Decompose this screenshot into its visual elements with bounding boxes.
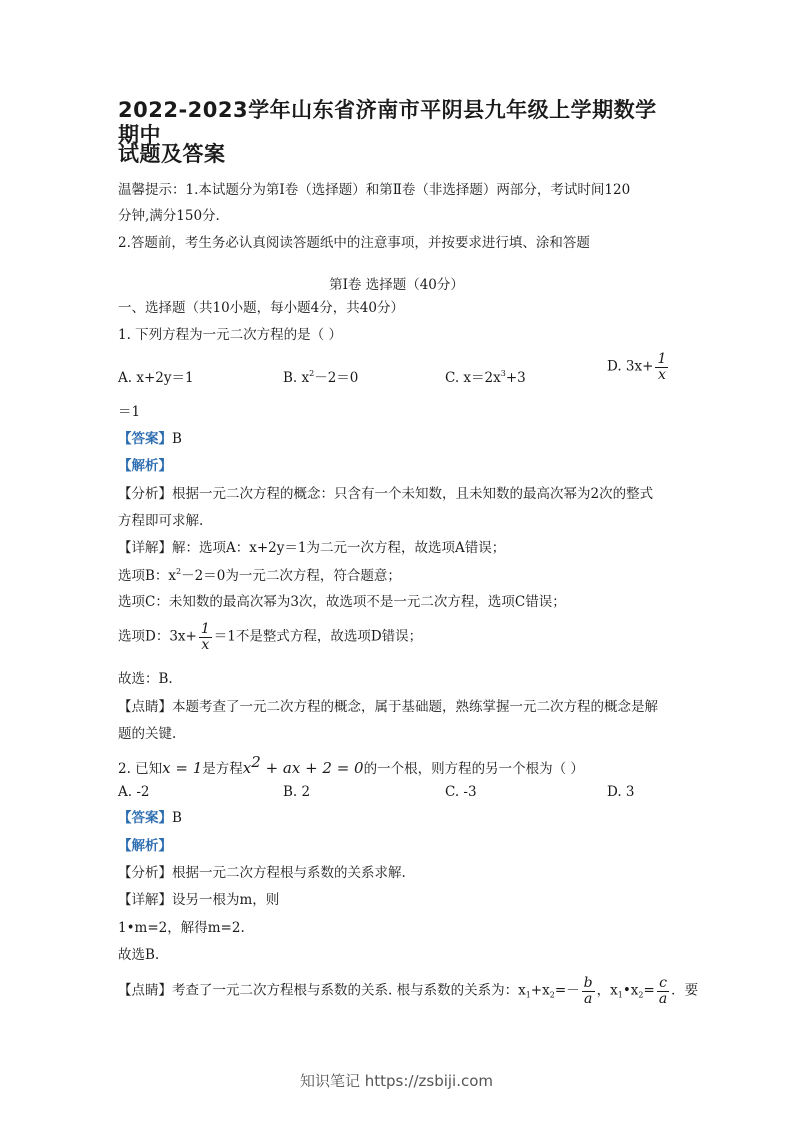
q1-option-b: B. $x^2-2=0$ (283, 369, 359, 386)
q2-comment: 【点睛】考查了一元二次方程根与系数的关系. 根与系数的关系为：$x_1+x_2=-$ $\frac{b}{a}$ ，$x_1•x_2=$ $\frac{c}{a}$ ．要 (118, 975, 699, 1007)
q1-option-a: A. x+2y＝1 (118, 370, 194, 386)
fraction: $\frac{1}{x}$ (657, 351, 667, 383)
fraction: $\frac{b}{a}$ (583, 975, 593, 1007)
q2-answer: 【答案】B (118, 810, 182, 826)
q1-detail-b: 选项B：$x^2-2=0$为一元二次方程，符合题意； (118, 567, 401, 584)
q2-option-d: D. 3 (607, 784, 635, 800)
q1-choose: 故选：B. (118, 671, 173, 687)
q2-stem: 2. 已知x = 1是方程$x^2$ + ax + 2 = 0的一个根，则方程的另一个根为（ ） (118, 753, 584, 777)
q1-analysis-tag: 【解析】 (118, 458, 172, 474)
q2-fenxi: 【分析】根据一元二次方程根与系数的关系求解. (118, 865, 406, 881)
tips-line1: 温馨提示：1.本试题分为第Ⅰ卷（选择题）和第Ⅱ卷（非选择题）两部分，考试时间120 (118, 182, 631, 198)
q1-option-d: D. 3x+ $\frac{1}{x}$ (607, 351, 667, 383)
page-title-line2: 试题及答案 (118, 142, 226, 166)
q1-option-d-cont: ＝1 (118, 404, 141, 420)
footer-watermark: 知识笔记 https://zsbiji.com (299, 1072, 494, 1090)
fraction: $\frac{c}{a}$ (658, 975, 668, 1007)
q1-detail-line1: 【详解】解：选项A：x+2y＝1为二元一次方程，故选项A错误； (118, 540, 506, 556)
q1-fenxi-line1: 【分析】根据一元二次方程的概念：只含有一个未知数，且未知数的最高次幂为2次的整式 (118, 486, 654, 502)
q2-analysis-tag: 【解析】 (118, 838, 172, 854)
tips-line3: 2.答题前，考生务必认真阅读答题纸中的注意事项，并按要求进行填、涂和答题 (118, 235, 590, 251)
fraction: $\frac{1}{x}$ (200, 621, 210, 653)
q1-detail-d: 选项D：3x+ $\frac{1}{x}$ ＝1不是整式方程，故选项D错误； (118, 621, 423, 653)
q2-choose: 故选B. (118, 947, 160, 963)
q2-calc: 1•m=2，解得m=2. (118, 920, 245, 936)
page-title-line1: 2022-2023学年山东省济南市平阴县九年级上学期数学期中 (118, 98, 657, 148)
q1-comment-line2: 题的关键. (118, 726, 177, 742)
q2-option-b: B. 2 (283, 784, 311, 800)
q1-answer: 【答案】B (118, 431, 182, 447)
q2-option-c: C. -3 (445, 784, 477, 800)
q1-option-c: C. $x=2x^3+3$ (445, 369, 526, 386)
section-heading: 第Ⅰ卷 选择题（40分） (329, 277, 464, 293)
q1-stem: 1. 下列方程为一元二次方程的是（ ） (118, 327, 342, 343)
q1-fenxi-line2: 方程即可求解. (118, 513, 204, 529)
q2-detail: 【详解】设另一根为m，则 (118, 892, 280, 908)
q1-detail-c: 选项C：未知数的最高次幂为3次，故选项不是一元二次方程，选项C错误； (118, 594, 566, 610)
q2-option-a: A. -2 (118, 784, 150, 800)
q1-comment-line1: 【点睛】本题考查了一元二次方程的概念，属于基础题，熟练掌握一元二次方程的概念是解 (118, 699, 658, 715)
tips-line2: 分钟,满分150分. (118, 208, 220, 224)
part-heading: 一、选择题（共10小题，每小题4分，共40分） (118, 300, 404, 316)
